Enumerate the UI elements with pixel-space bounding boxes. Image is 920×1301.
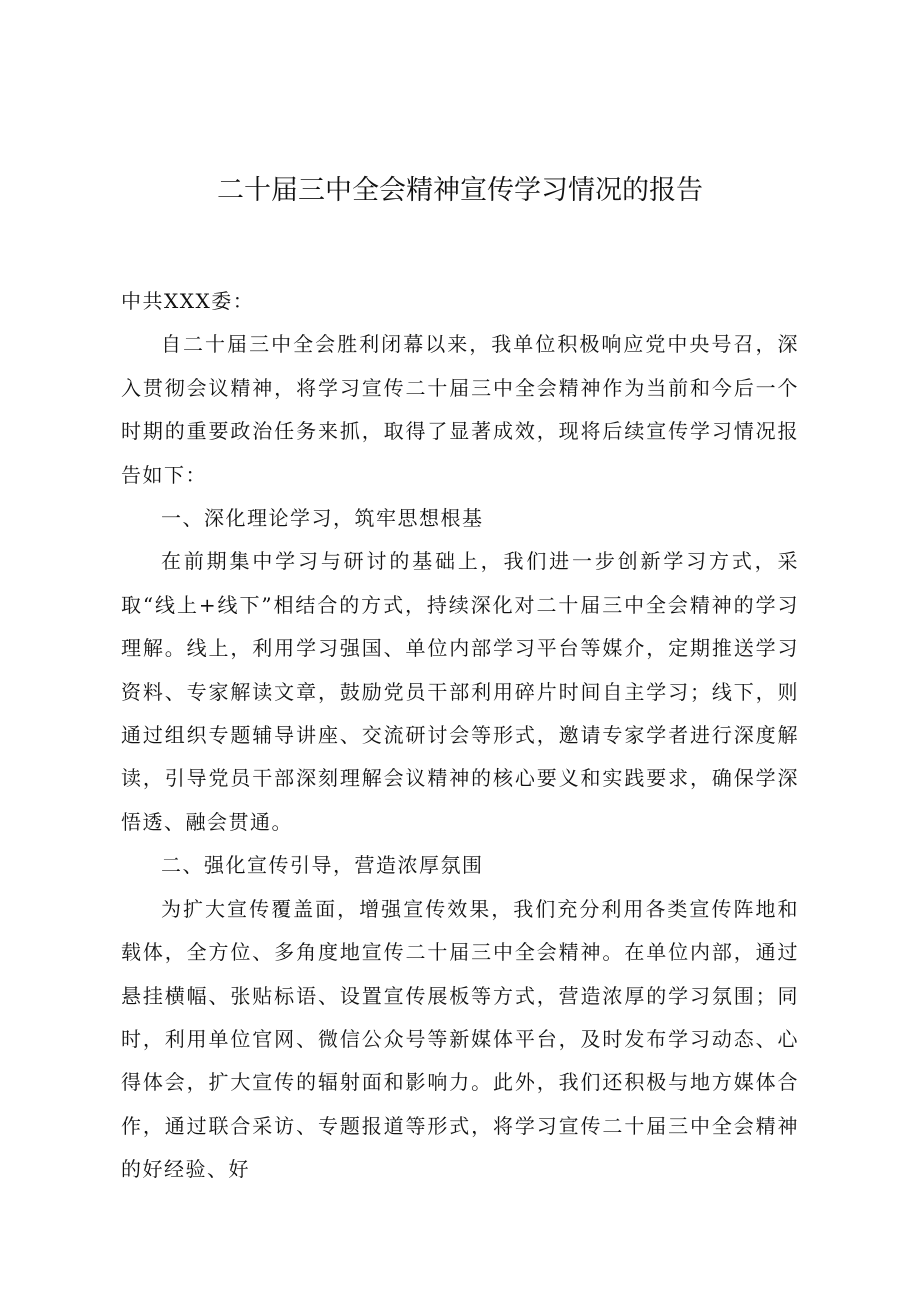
document-body <box>121 280 799 1192</box>
section-paragraph-2: 为扩大宣传覆盖面，增强宣传效果，我们充分利用各类宣传阵地和载体，全方位、多角度地宣传二十届三中全会精神。在单位内部，通过悬挂横幅、张贴标语、设置宣传展板等方式，营造浓厚的学习氛围；同时，利用单位官网、微信公众号等新媒体平台，及时发布学习动态、心得体会，扩大宣传的辐射面和影响力。此外，我们还积极与地方媒体合作，通过联合采访、专题报道等形式，将学习宣传二十届三中全会精神的好经验、好 <box>121 896 799 1182</box>
section-heading-2: 二、强化宣传引导，营造浓厚氛围 <box>161 853 484 878</box>
intro-paragraph: 自二十届三中全会胜利闭幕以来，我单位积极响应党中央号召，深入贯彻会议精神，将学习宣传二十届三中全会精神作为当前和今后一个时期的重要政治任务来抓，取得了显著成效，现将后续宣传学习情况报告如下： <box>121 332 799 487</box>
section-paragraph-1: 在前期集中学习与研讨的基础上，我们进一步创新学习方式，采取“线上+线下”相结合的方式，持续深化对二十届三中全会精神的学习理解。线上，利用学习强国、单位内部学习平台等媒介，定期推送学习资料、专家解读文章，鼓励党员干部利用碎片时间自主学习；线下，则通过组织专题辅导讲座、交流研讨会等形式，邀请专家学者进行深度解读，引导党员干部深刻理解会议精神的核心要义和实践要求，确保学深悟透、融会贯通。 <box>121 549 799 834</box>
section-heading-1: 一、深化理论学习，筑牢思想根基 <box>161 506 484 531</box>
salutation: 中共XXX委： <box>121 289 255 313</box>
document-title: 二十届三中全会精神宣传学习情况的报告 <box>217 175 703 206</box>
